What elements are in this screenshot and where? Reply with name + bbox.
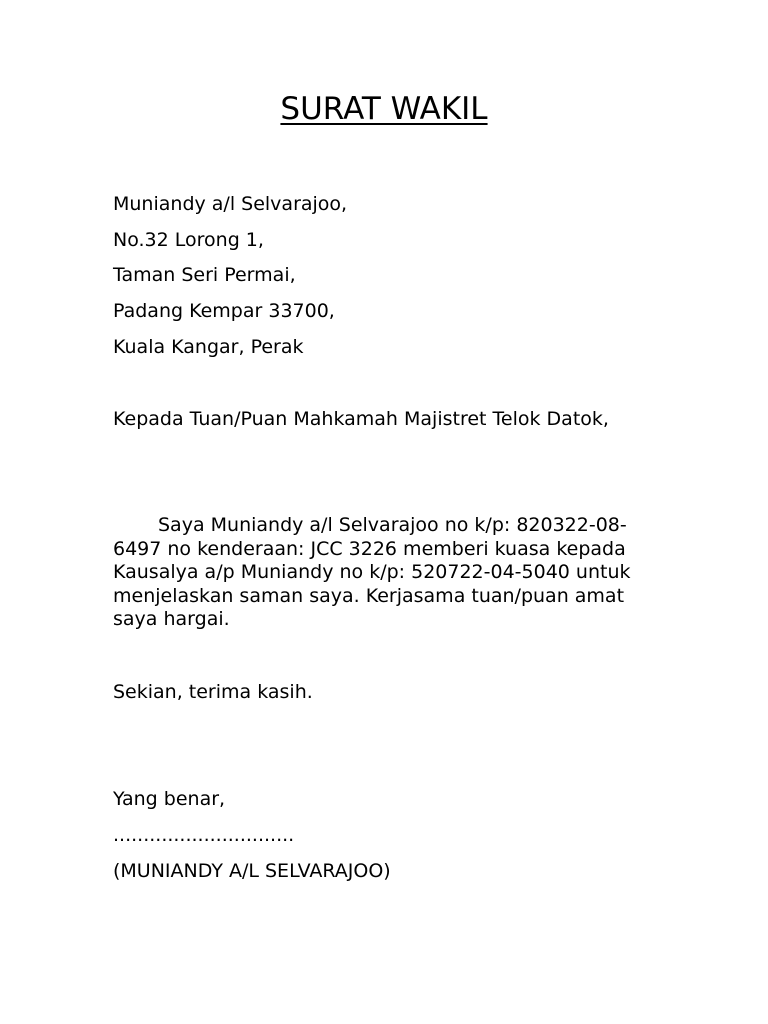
sender-address-line: Kuala Kangar, Perak	[113, 336, 304, 358]
sign-off-line: Yang benar,	[113, 788, 226, 810]
sender-address-line: Taman Seri Permai,	[113, 264, 296, 286]
letter-body: Saya Muniandy a/l Selvarajoo no k/p: 820322-08-6497 no kenderaan: JCC 3226 memberi kuasa kepada Kausalya a/p Muniandy no k/p: 520722-04-5040 untuk menjelaskan saman saya. Kerjasama tuan/puan amat saya hargai.	[113, 514, 631, 630]
letter-title: SURAT WAKIL	[280, 91, 488, 127]
sender-address-line: No.32 Lorong 1,	[113, 229, 264, 251]
signature-dotted-line: ..............................	[113, 824, 295, 846]
closing-line: Sekian, terima kasih.	[113, 681, 313, 703]
signatory-name: (MUNIANDY A/L SELVARAJOO)	[113, 860, 391, 882]
recipient-line: Kepada Tuan/Puan Mahkamah Majistret Telok Datok,	[113, 408, 609, 430]
sender-name-line: Muniandy a/l Selvarajoo,	[113, 193, 348, 215]
sender-address-line: Padang Kempar 33700,	[113, 300, 335, 322]
